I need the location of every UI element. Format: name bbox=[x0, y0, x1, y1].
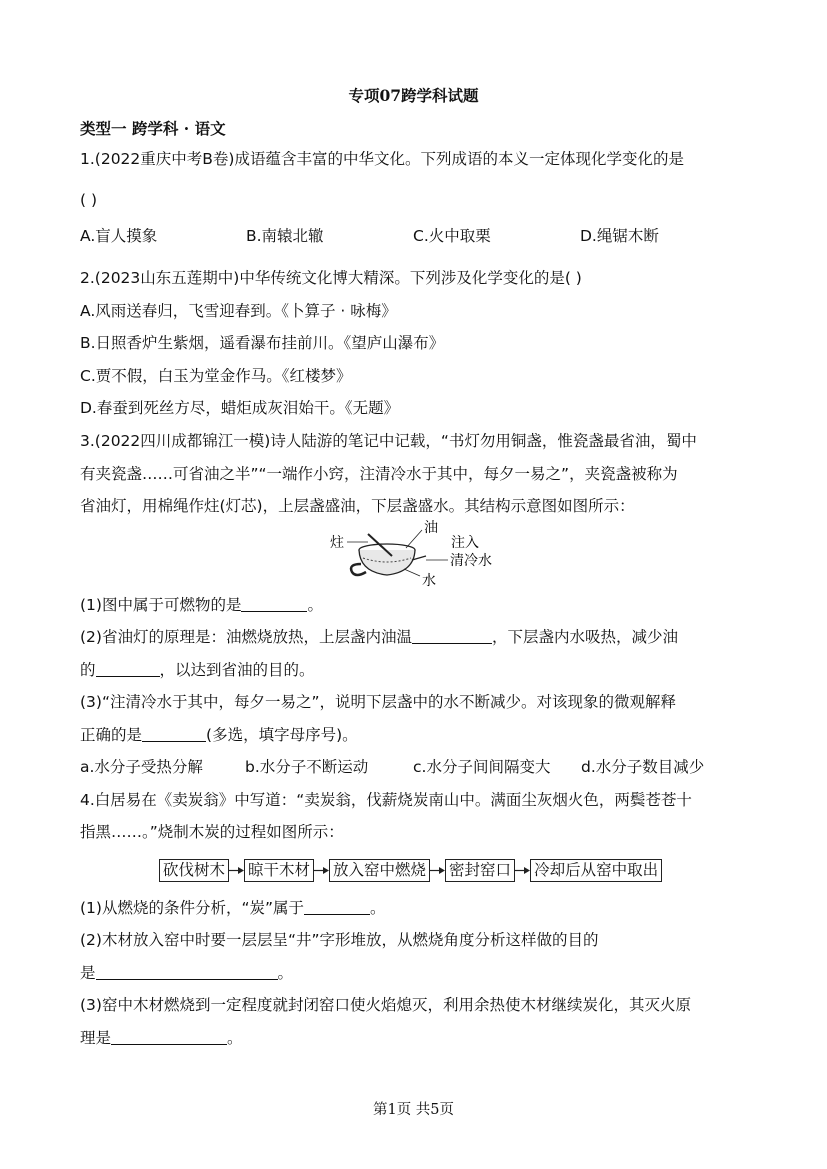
q4-sub1-text: (1)从燃烧的条件分析，“炭”属于 bbox=[80, 899, 305, 917]
label-oil: 油 bbox=[424, 520, 438, 536]
q3-sub3-line2 bbox=[80, 725, 358, 745]
q4-sub1-end: 。 bbox=[370, 899, 386, 917]
page-footer: 第1页 共5页 bbox=[372, 1102, 455, 1118]
q3-sub3-text-b: (多选，填字母序号)。 bbox=[206, 726, 358, 744]
q3-sub3-text-a: 正确的是 bbox=[80, 726, 143, 744]
q1-answer-bracket: ( ) bbox=[80, 191, 98, 209]
page-title: 专项07跨学科试题 bbox=[348, 86, 479, 105]
label-cold-water: 清冷水 bbox=[450, 553, 492, 569]
flow-step-2: 晾干木材 bbox=[244, 859, 314, 882]
q4-sub2-line1: (2)木材放入窑中时要一层层呈“井”字形堆放，从燃烧角度分析这样做的目的 bbox=[80, 931, 599, 949]
flow-arrow-icon bbox=[515, 860, 530, 881]
oil-leader bbox=[406, 530, 422, 548]
q1-option-b: B.南辕北辙 bbox=[246, 227, 324, 245]
q3-sub3-line1: (3)“注清冷水于其中，每夕一易之”，说明下层盏中的水不断减少。对该现象的微观解释 bbox=[80, 693, 677, 711]
q2-option-d: D.春蚕到死丝方尽，蜡炬成灰泪始干。《无题》 bbox=[80, 399, 400, 417]
q4-sub3-text-a: 理是 bbox=[80, 1029, 112, 1047]
q3-sub2-blank2[interactable] bbox=[96, 660, 160, 677]
q3-sub1 bbox=[80, 595, 323, 615]
q3-option-b: b.水分子不断运动 bbox=[245, 758, 369, 776]
q4-sub2-line2 bbox=[80, 963, 293, 983]
q3-sub1-end: 。 bbox=[307, 596, 323, 614]
q2-option-b: B.日照香炉生紫烟，遥看瀑布挂前川。《望庐山瀑布》 bbox=[80, 334, 445, 352]
flow-step-1: 砍伐树木 bbox=[159, 859, 229, 882]
q3-sub2-blank1[interactable] bbox=[412, 627, 492, 644]
q1-option-a: A.盲人摸象 bbox=[80, 227, 158, 245]
q3-option-c: c.水分子间间隔变大 bbox=[413, 758, 551, 776]
q3-sub2-text-c: 的 bbox=[80, 661, 96, 679]
oil-lamp-figure bbox=[330, 520, 500, 590]
flow-step-5: 冷却后从窑中取出 bbox=[530, 859, 662, 882]
label-water: 水 bbox=[422, 573, 436, 589]
flow-arrow-icon bbox=[314, 860, 329, 881]
label-inject: 注入 bbox=[451, 535, 479, 551]
q4-sub1 bbox=[80, 898, 386, 918]
q3-sub2-text-a: (2)省油灯的原理是：油燃烧放热，上层盏内油温 bbox=[80, 628, 412, 646]
q2-option-c: C.贾不假，白玉为堂金作马。《红楼梦》 bbox=[80, 367, 352, 385]
q2-option-a: A.风雨送春归，飞雪迎春到。《卜算子 · 咏梅》 bbox=[80, 302, 397, 320]
q3-sub1-text: (1)图中属于可燃物的是 bbox=[80, 596, 242, 614]
label-wick: 炷 bbox=[330, 535, 344, 551]
flow-arrow-icon bbox=[229, 860, 244, 881]
q3-stem-line1: 3.(2022四川成都锦江一模)诗人陆游的笔记中记载，“书灯勿用铜盏，惟瓷盏最省油，蜀中 bbox=[80, 432, 697, 450]
q4-stem-line2: 指黑……。”烧制木炭的过程如图所示： bbox=[80, 823, 344, 841]
lamp-bowl bbox=[359, 550, 415, 575]
q3-stem-line3: 省油灯，用棉绳作炷(灯芯)，上层盏盛油，下层盏盛水。其结构示意图如图所示： bbox=[80, 497, 635, 515]
q3-sub2-text-b: ，下层盏内水吸热，减少油 bbox=[491, 628, 678, 646]
q4-sub3-line1: (3)窑中木材燃烧到一定程度就封闭窑口使火焰熄灭，利用余热使木材继续炭化，其灭火原 bbox=[80, 996, 691, 1014]
q3-sub3-blank[interactable] bbox=[142, 725, 206, 742]
q3-sub2-line1 bbox=[80, 627, 678, 647]
q3-option-a: a.水分子受热分解 bbox=[80, 758, 203, 776]
q4-stem-line1: 4.白居易在《卖炭翁》中写道：“卖炭翁，伐薪烧炭南山中。满面尘灰烟火色，两鬓苍苍十 bbox=[80, 791, 692, 809]
section-heading: 类型一 跨学科 · 语文 bbox=[80, 119, 226, 138]
q3-sub2-text-d: ，以达到省油的目的。 bbox=[159, 661, 315, 679]
q4-sub3-end: 。 bbox=[227, 1029, 243, 1047]
water-leader bbox=[404, 569, 420, 576]
q1-option-d: D.绳锯木断 bbox=[580, 227, 659, 245]
q4-sub1-blank[interactable] bbox=[304, 898, 370, 915]
flow-step-3: 放入窑中燃烧 bbox=[329, 859, 430, 882]
q4-sub2-end: 。 bbox=[277, 964, 294, 982]
q4-sub3-line2 bbox=[80, 1028, 243, 1048]
charcoal-process-flow bbox=[159, 858, 662, 882]
q1-stem-line1: 1.(2022重庆中考B卷)成语蕴含丰富的中华文化。下列成语的本义一定体现化学变化的是 bbox=[80, 150, 684, 168]
q3-stem-line2: 有夹瓷盏……可省油之半”“一端作小窍，注清冷水于其中，每夕一易之”，夹瓷盏被称为 bbox=[80, 465, 678, 483]
flow-arrow-icon bbox=[430, 860, 445, 881]
q1-option-c: C.火中取栗 bbox=[413, 227, 491, 245]
q3-option-d: d.水分子数目减少 bbox=[581, 758, 705, 776]
q4-sub2-text-a: 是 bbox=[80, 964, 96, 982]
q2-stem: 2.(2023山东五莲期中)中华传统文化博大精深。下列涉及化学变化的是( ) bbox=[80, 269, 582, 287]
q3-sub2-line2 bbox=[80, 660, 315, 680]
q4-sub2-blank[interactable] bbox=[96, 963, 278, 980]
q4-sub3-blank[interactable] bbox=[111, 1028, 227, 1045]
lamp-handle bbox=[351, 564, 366, 575]
q3-sub1-blank[interactable] bbox=[241, 595, 307, 612]
flow-step-4: 密封窑口 bbox=[445, 859, 515, 882]
